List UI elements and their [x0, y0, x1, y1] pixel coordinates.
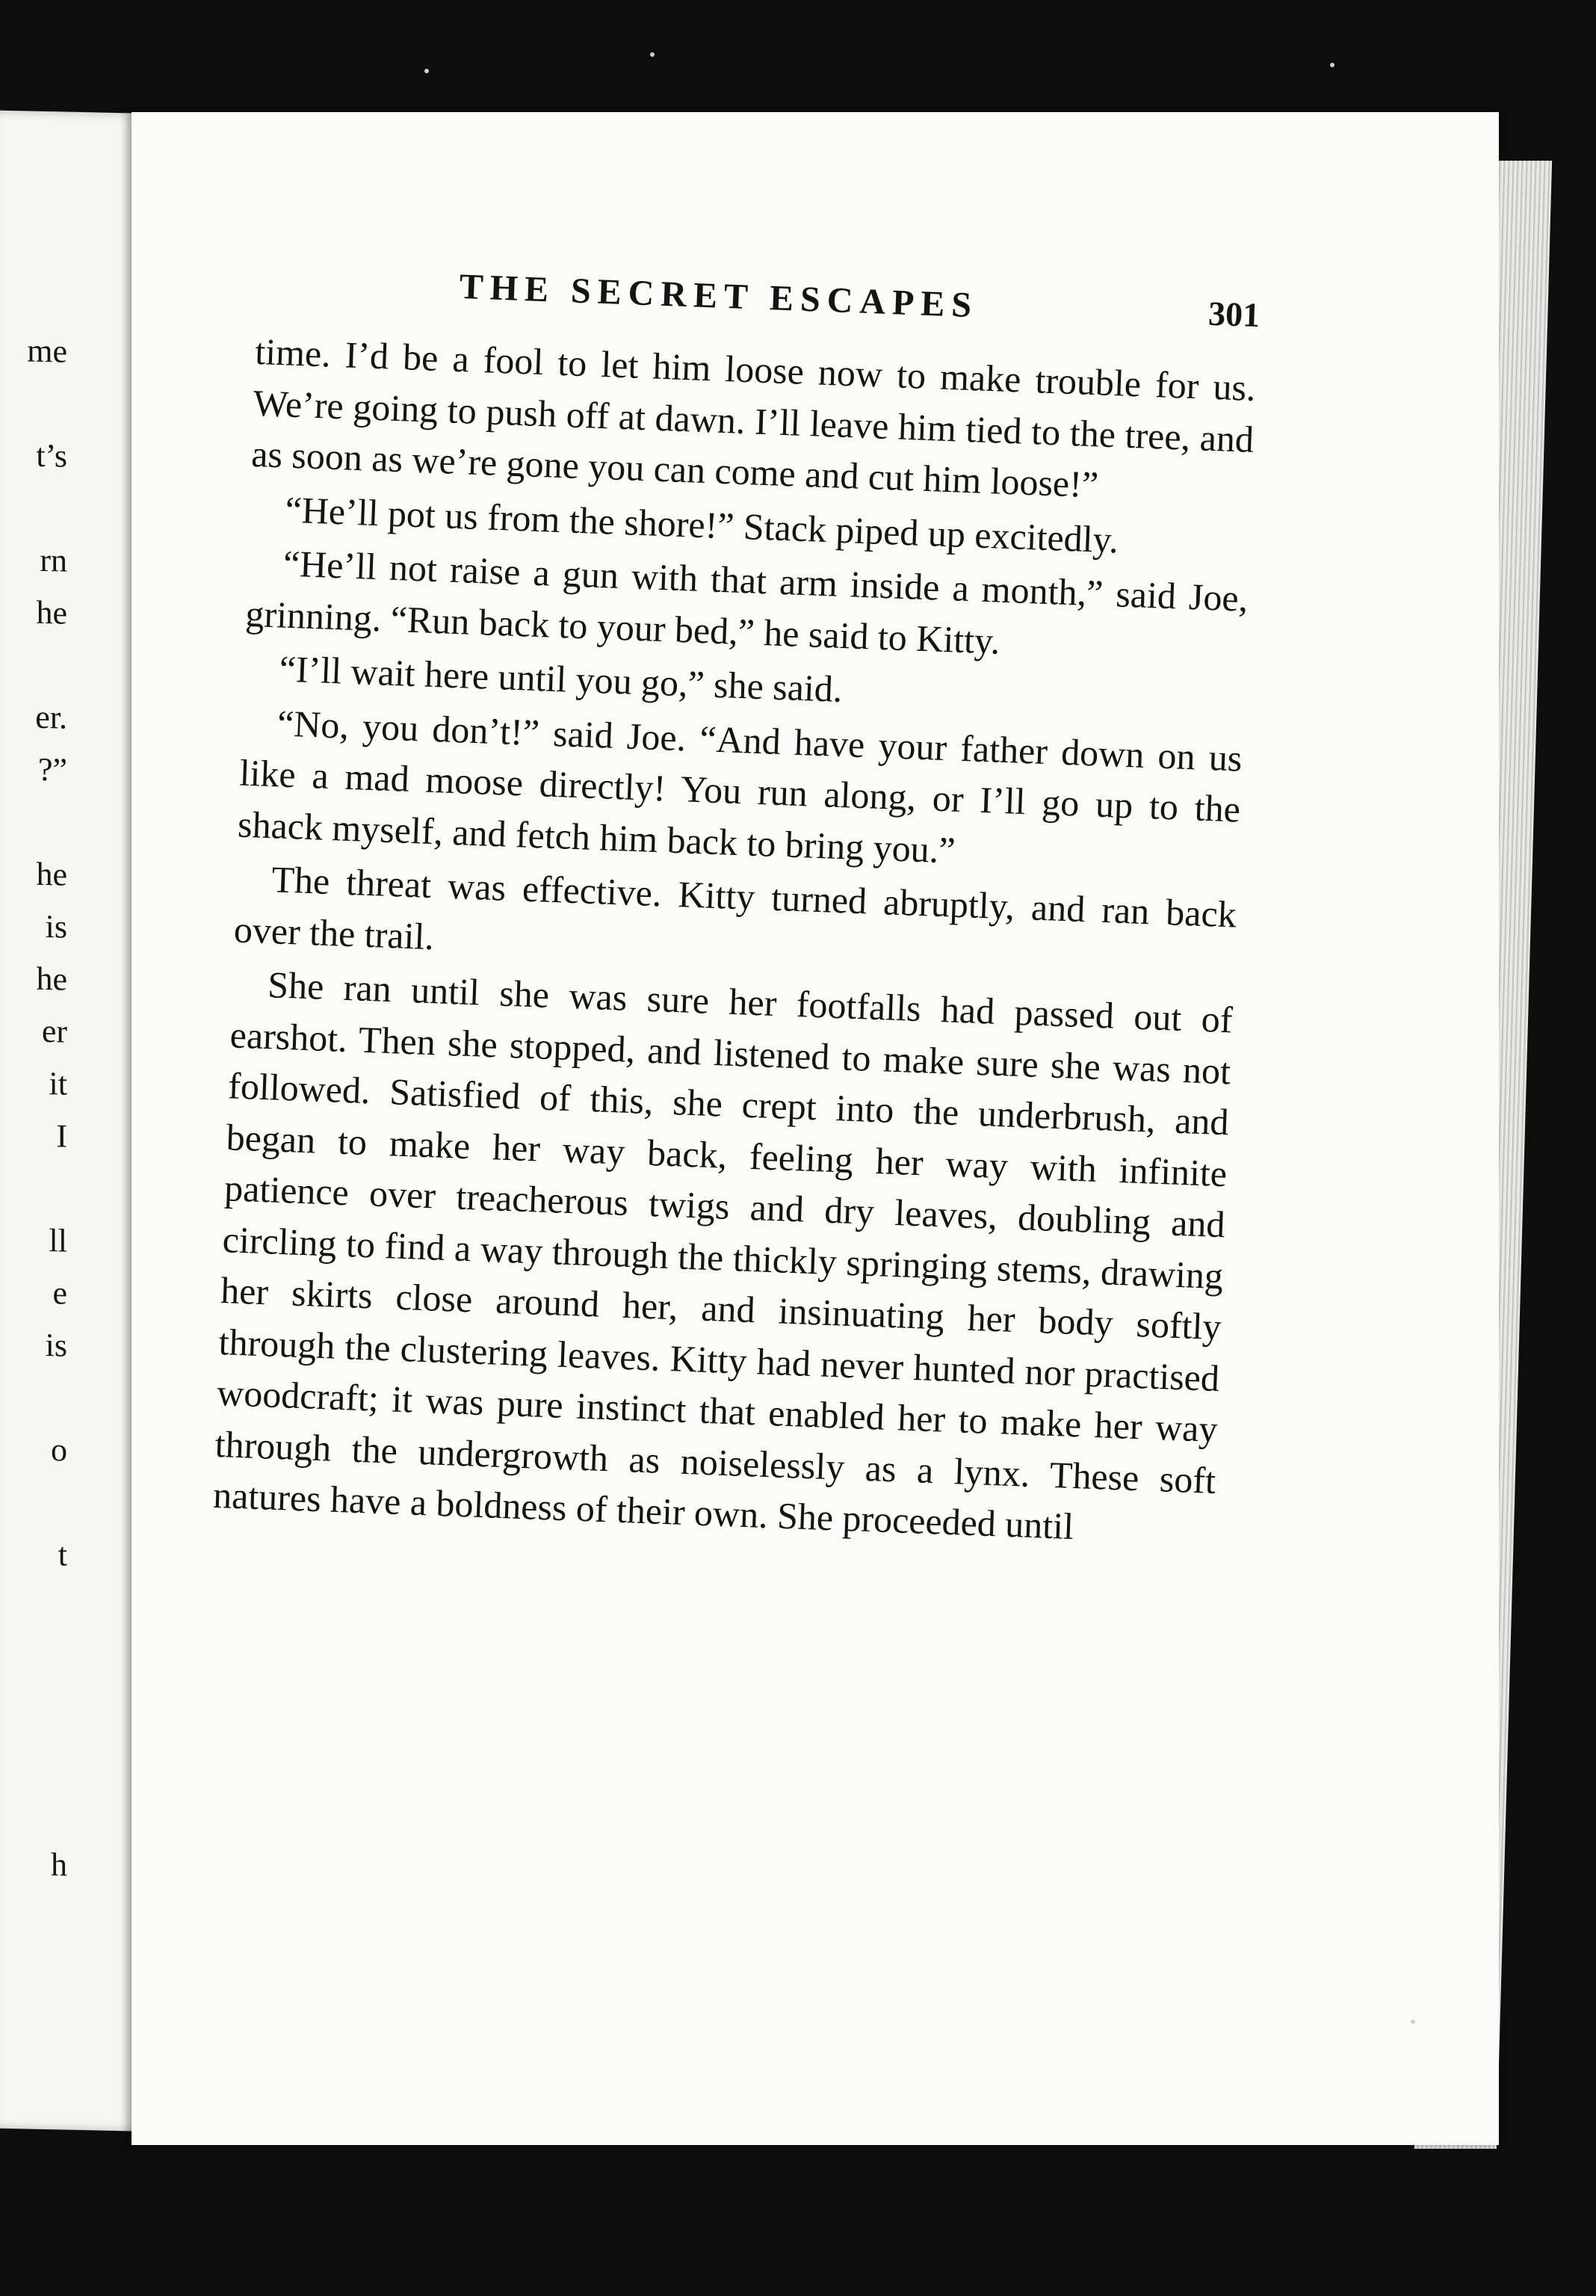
left-page-fragment: it	[49, 1065, 67, 1102]
dust-speck	[1330, 63, 1334, 67]
page-content	[212, 259, 1259, 1560]
left-page-fragment: t’s	[36, 436, 67, 475]
paragraph: “No, you don’t!” said Joe. “And have your father down on us like a mad moose directly! You run along, or I’ll go up to the shack myself, and fetch him back to bring you.”	[237, 701, 1243, 871]
left-page-fragment: he	[36, 593, 67, 632]
right-page	[132, 112, 1499, 2145]
dust-speck	[650, 52, 655, 57]
paragraph: “He’ll not raise a gun with that arm inside a month,” said Joe, grinning. “Run back to your bed,” he said to Kitty.	[244, 542, 1249, 662]
left-page-fragment: is	[45, 908, 67, 945]
left-page-fragment: me	[27, 332, 67, 370]
left-page-fragment: ll	[49, 1222, 67, 1259]
paragraph: time. I’d be a fool to let him loose now to make trouble for us. We’re going to push off at dawn. I’ll leave him tied to the tree, and as soon as we’re gone you can come and cut him loose!”	[250, 330, 1257, 506]
left-page-fragment: o	[51, 1431, 67, 1469]
left-page-fragment: rn	[40, 541, 67, 579]
left-page-fragment: is	[45, 1327, 67, 1364]
paragraph: “I’ll wait here until you go,” she said.	[278, 647, 844, 711]
left-page-fragment: ?”	[37, 750, 67, 789]
paragraph: She ran until she was sure her footfalls had passed out of earshot. Then she stopped, and listened to make sure she was not followed. Satisfied of this, she crept into the underbrush, and began to make her way back, feeling her way with infinite patience over treacherous twigs and dry leaves, doubling and circling to find a way through the thickly springing stems, drawing her skirts close around her, and insinuating her body softly through the clustering leaves. Kitty had never hunted nor practised woodcraft; it was pure instinct that enabled her to make her way through the undergrowth as noiselessly as a lynx. These soft natures have a boldness of their own. She proceeded until	[212, 963, 1234, 1548]
dust-speck	[424, 69, 429, 73]
left-page-fragment: he	[36, 855, 67, 893]
dust-speck	[1411, 2019, 1415, 2024]
left-page-fragment: e	[52, 1274, 67, 1312]
paragraph: “He’ll pot us from the shore!” Stack piped up excitedly.	[284, 488, 1119, 561]
body-text	[212, 326, 1257, 1558]
running-title: THE SECRET ESCAPES	[458, 266, 979, 326]
paragraph: The threat was effective. Kitty turned abruptly, and ran back over the trail.	[233, 858, 1237, 957]
left-page-fragment: h	[51, 1846, 67, 1883]
left-page-fragment: I	[56, 1117, 67, 1155]
page-number: 301	[1207, 294, 1261, 335]
left-page-fragment: he	[36, 960, 67, 998]
left-page-fragment: t	[58, 1536, 67, 1573]
left-page-fragment: er.	[35, 698, 67, 736]
left-page-fragment: er	[41, 1012, 67, 1050]
